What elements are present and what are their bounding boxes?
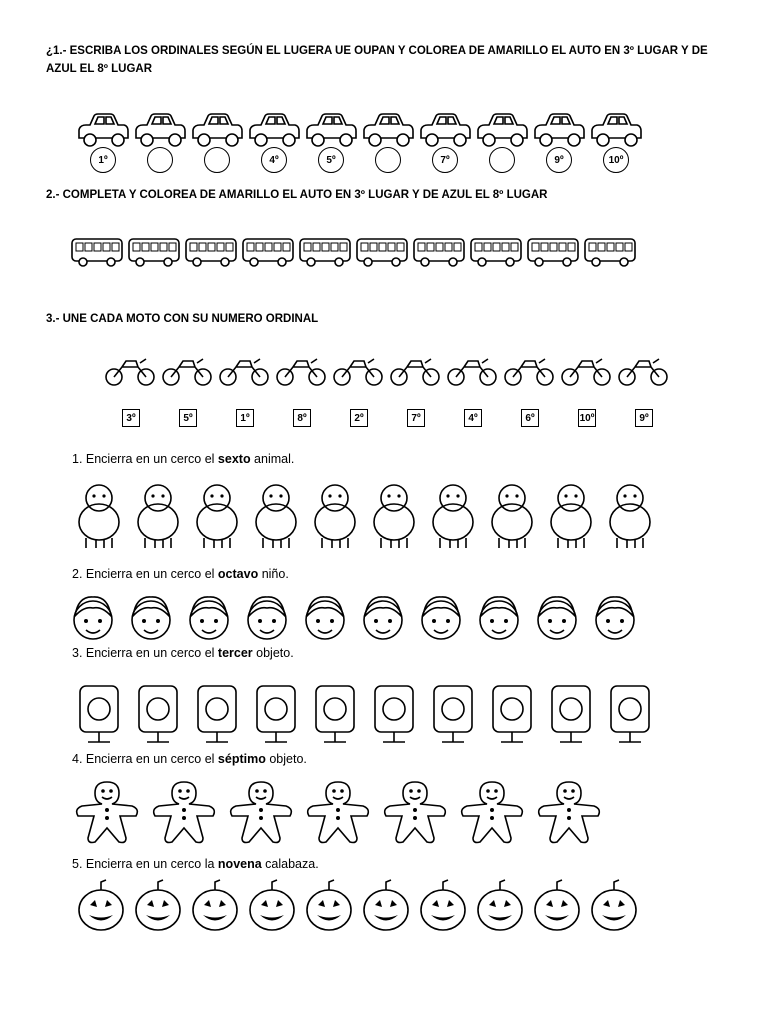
motorcycle-icon: [218, 355, 270, 387]
motorcycle-ordinal-box[interactable]: 10º: [578, 409, 596, 427]
pumpkin-icon: [475, 878, 525, 934]
task-2: [72, 567, 289, 581]
task-3-keyword: tercer: [217, 646, 253, 660]
pumpkin-icon: [247, 878, 297, 934]
pumpkin-icon: [361, 878, 411, 934]
task-1: [72, 452, 294, 466]
car-ordinal-circle[interactable]: [489, 147, 515, 173]
car-ordinal-circle[interactable]: 9º: [546, 147, 572, 173]
child-face-icon: [184, 588, 234, 648]
child-face-icon: [532, 588, 582, 648]
task-3-suffix: objeto.: [252, 646, 294, 660]
children-row: [68, 588, 648, 648]
question-2: 2.- COMPLETA Y COLOREA DE AMARILLO EL AUTO EN 3º LUGAR Y DE AZUL EL 8º LUGAR: [46, 189, 548, 201]
motorcycle-icon: [617, 355, 669, 387]
pumpkin-icon: [190, 878, 240, 934]
task-5-suffix: calabaza.: [261, 857, 319, 871]
objects-row: [72, 672, 662, 746]
motorcycle-ordinal-box[interactable]: 9º: [635, 409, 653, 427]
pumpkin-icon: [133, 878, 183, 934]
car-icon: [76, 110, 130, 150]
bus-icon: [70, 236, 124, 268]
child-face-icon: [590, 588, 640, 648]
car-ordinals-row: [90, 147, 660, 173]
fork-icon: [249, 672, 303, 746]
car-ordinal-circle[interactable]: 7º: [432, 147, 458, 173]
task-5-keyword: novena: [217, 857, 262, 871]
task-3: [72, 646, 294, 660]
car-icon: [418, 110, 472, 150]
rabbit-icon: [190, 478, 244, 552]
pumpkins-row: [76, 878, 646, 934]
yoyo-icon: [190, 672, 244, 746]
car-icon: [532, 110, 586, 150]
car-icon: [475, 110, 529, 150]
child-face-icon: [416, 588, 466, 648]
child-face-icon: [126, 588, 176, 648]
bus-icon: [355, 236, 409, 268]
task-1-keyword: sexto: [217, 452, 251, 466]
motorcycle-ordinal-box[interactable]: 1º: [236, 409, 254, 427]
child-face-icon: [474, 588, 524, 648]
gingerbread-icon: [224, 776, 298, 846]
gingerbread-icon: [455, 776, 529, 846]
motorcycle-icon: [560, 355, 612, 387]
pencil-icon: [603, 672, 657, 746]
child-face-icon: [300, 588, 350, 648]
motorcycle-ordinal-box[interactable]: 8º: [293, 409, 311, 427]
car-ordinal-circle[interactable]: 1º: [90, 147, 116, 173]
bus-icon: [412, 236, 466, 268]
task-4-keyword: séptimo: [217, 752, 266, 766]
bus-icon: [526, 236, 580, 268]
question-3: 3.- UNE CADA MOTO CON SU NUMERO ORDINAL: [46, 313, 319, 325]
gingerbread-icon: [532, 776, 606, 846]
butterfly-icon: [367, 478, 421, 552]
task-4-prefix: 4. Encierra en un cerco el: [72, 752, 218, 766]
car-ordinal-circle[interactable]: [204, 147, 230, 173]
car-icon: [304, 110, 358, 150]
car-ordinal-circle[interactable]: [375, 147, 401, 173]
question-1-line2: AZUL EL 8º LUGAR: [46, 63, 153, 75]
motorcycle-ordinal-box[interactable]: 4º: [464, 409, 482, 427]
radio-icon: [426, 672, 480, 746]
gingerbread-icon: [378, 776, 452, 846]
motorcycle-ordinal-box[interactable]: 7º: [407, 409, 425, 427]
zebra-icon: [603, 478, 657, 552]
bus-icon: [241, 236, 295, 268]
pig-icon: [249, 478, 303, 552]
car-ordinal-circle[interactable]: 5º: [318, 147, 344, 173]
car-ordinal-circle[interactable]: [147, 147, 173, 173]
motorcycles-row: [104, 355, 674, 387]
snail-icon: [426, 478, 480, 552]
task-5-prefix: 5. Encierra en un cerco la: [72, 857, 218, 871]
bus-icon: [469, 236, 523, 268]
task-4: [72, 752, 307, 766]
motorcycle-icon: [104, 355, 156, 387]
task-2-keyword: octavo: [217, 567, 259, 581]
elephant-icon: [72, 478, 126, 552]
car-icon: [361, 110, 415, 150]
task-1-prefix: 1. Encierra en un cerco el: [72, 452, 218, 466]
motorcycle-icon: [389, 355, 441, 387]
motorcycle-icon: [275, 355, 327, 387]
motorcycle-icon: [161, 355, 213, 387]
task-2-suffix: niño.: [258, 567, 289, 581]
motorcycle-icon: [332, 355, 384, 387]
gingerbread-icon: [70, 776, 144, 846]
mouse-icon: [485, 478, 539, 552]
gingerbread-icon: [301, 776, 375, 846]
fan-icon: [72, 672, 126, 746]
task-4-suffix: objeto.: [265, 752, 307, 766]
car-icon: [190, 110, 244, 150]
motorcycle-ordinal-box[interactable]: 5º: [179, 409, 197, 427]
dog-icon: [131, 478, 185, 552]
bag-icon: [131, 672, 185, 746]
task-1-suffix: animal.: [250, 452, 295, 466]
motorcycle-ordinal-box[interactable]: 2º: [350, 409, 368, 427]
question-1: [46, 42, 726, 78]
buses-row: [70, 236, 640, 268]
motorcycle-ordinal-box[interactable]: 3º: [122, 409, 140, 427]
car-ordinal-circle[interactable]: 10º: [603, 147, 629, 173]
child-face-icon: [358, 588, 408, 648]
motorcycle-icon: [503, 355, 555, 387]
bus-icon: [184, 236, 238, 268]
motorcycle-ordinal-box[interactable]: 6º: [521, 409, 539, 427]
cap-icon: [367, 672, 421, 746]
task-5: [72, 857, 319, 871]
bus-icon: [127, 236, 181, 268]
animals-row: [72, 478, 662, 552]
sofa-icon: [544, 672, 598, 746]
pumpkin-icon: [304, 878, 354, 934]
gingerbread-row: [70, 776, 609, 846]
motorcycle-ordinals-row: [122, 409, 692, 427]
car-icon: [247, 110, 301, 150]
task-3-prefix: 3. Encierra en un cerco el: [72, 646, 218, 660]
motorcycle-icon: [446, 355, 498, 387]
clock-icon: [308, 672, 362, 746]
bicycle-icon: [485, 672, 539, 746]
car-ordinal-circle[interactable]: 4º: [261, 147, 287, 173]
cars-row: [76, 110, 646, 150]
bus-icon: [298, 236, 352, 268]
gingerbread-icon: [147, 776, 221, 846]
car-icon: [589, 110, 643, 150]
child-face-icon: [242, 588, 292, 648]
pumpkin-icon: [532, 878, 582, 934]
task-2-prefix: 2. Encierra en un cerco el: [72, 567, 218, 581]
child-face-icon: [68, 588, 118, 648]
monkey-icon: [544, 478, 598, 552]
pumpkin-icon: [589, 878, 639, 934]
bus-icon: [583, 236, 637, 268]
pumpkin-icon: [76, 878, 126, 934]
car-icon: [133, 110, 187, 150]
question-1-line1: ¿1.- ESCRIBA LOS ORDINALES SEGÚN EL LUGERA UE OUPAN Y COLOREA DE AMARILLO EL AUTO EN 3º LUGAR Y DE: [46, 45, 708, 57]
pumpkin-icon: [418, 878, 468, 934]
kangaroo-icon: [308, 478, 362, 552]
